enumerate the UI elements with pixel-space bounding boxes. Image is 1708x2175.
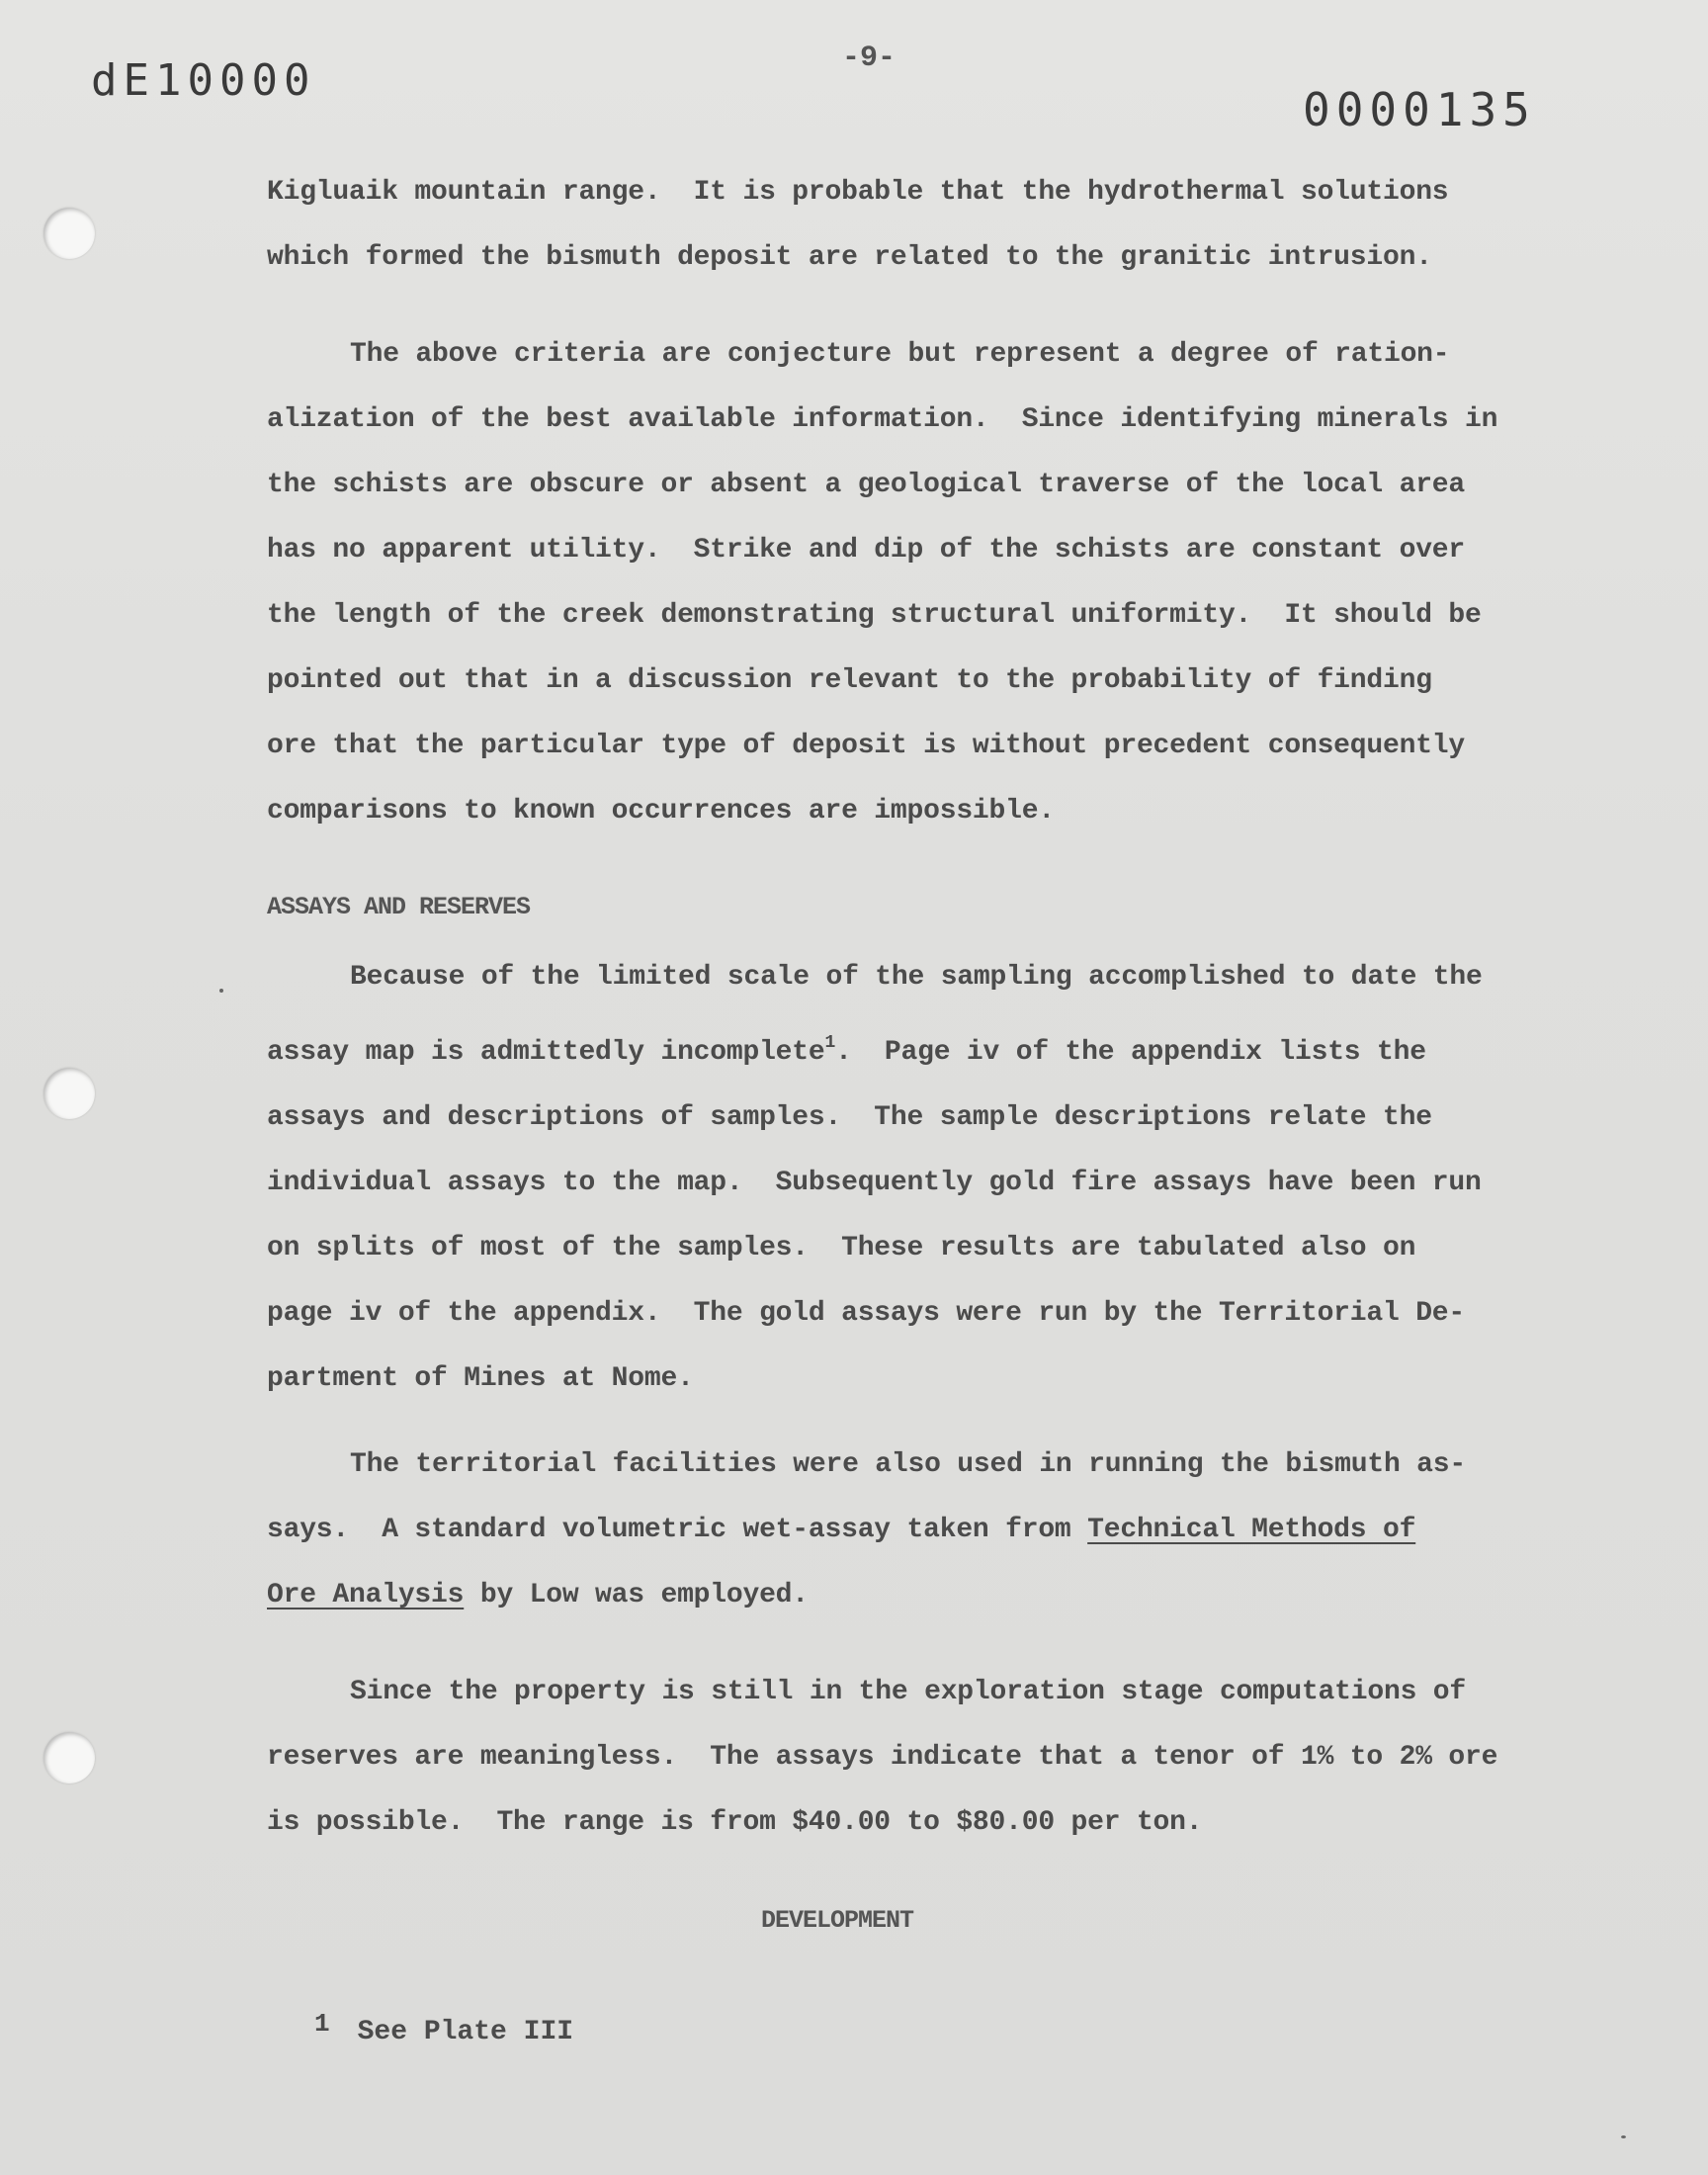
text-line: which formed the bismuth deposit are related to the granitic intrusion. (267, 242, 1432, 273)
text-segment: . Page iv of the appendix lists the (835, 1037, 1426, 1068)
text-line (267, 1498, 1522, 1563)
paragraph-5 (267, 1660, 1522, 1856)
scan-speck (219, 989, 223, 993)
text-line (267, 1010, 1522, 1086)
text-line: assays and descriptions of samples. The sample descriptions relate the (267, 1102, 1432, 1133)
text-line: The above criteria are conjecture but represent a degree of ration- (350, 339, 1450, 370)
text-line: is possible. The range is from $40.00 to $80.00 per ton. (267, 1807, 1203, 1838)
text-line: Since the property is still in the exploration stage computations of (350, 1677, 1466, 1707)
binder-hole-middle (43, 1068, 95, 1119)
document-id-stamp: dE10000 (91, 55, 316, 106)
text-segment: assay map is admittedly incomplete (267, 1037, 825, 1068)
text-line: partment of Mines at Nome. (267, 1363, 694, 1394)
binder-hole-bottom (43, 1732, 95, 1784)
paragraph-1 (267, 160, 1522, 291)
text-line: comparisons to known occurrences are impossible. (267, 796, 1055, 826)
paragraph-3 (267, 945, 1522, 1412)
text-line: pointed out that in a discussion relevant to the probability of finding (267, 665, 1432, 696)
text-line: the length of the creek demonstrating structural uniformity. It should be (267, 600, 1482, 631)
text-line: Kigluaik mountain range. It is probable that the hydrothermal solutions (267, 177, 1449, 208)
binder-hole-top (43, 208, 95, 259)
text-line: alization of the best available information. Since identifying minerals in (267, 404, 1498, 435)
book-title-part-2: Ore Analysis (267, 1580, 465, 1610)
text-line: page iv of the appendix. The gold assays were run by the Territorial De- (267, 1298, 1465, 1329)
page-sequence-stamp: 0000135 (1303, 83, 1536, 136)
footnote-mark: 1 (314, 2009, 330, 2039)
text-line: the schists are obscure or absent a geological traverse of the local area (267, 470, 1465, 500)
footnote-reference: 1 (824, 1033, 836, 1053)
text-line (267, 1563, 1522, 1628)
text-line: Because of the limited scale of the sampling accomplished to date the (350, 962, 1483, 993)
text-segment: says. A standard volumetric wet-assay taken from (267, 1515, 1088, 1545)
book-title-part-1: Technical Methods of (1087, 1515, 1416, 1545)
paragraph-2 (267, 322, 1522, 844)
text-line: ore that the particular type of deposit is without precedent consequently (267, 731, 1465, 761)
text-line: reserves are meaningless. The assays indicate that a tenor of 1% to 2% ore (267, 1742, 1498, 1773)
paragraph-4 (267, 1433, 1522, 1628)
scan-speck (1621, 2135, 1626, 2138)
text-line: on splits of most of the samples. These results are tabulated also on (267, 1233, 1416, 1263)
text-line: individual assays to the map. Subsequently gold fire assays have been run (267, 1168, 1482, 1198)
footnote-text: See Plate III (357, 2017, 574, 2047)
text-line: has no apparent utility. Strike and dip of the schists are constant over (267, 535, 1465, 566)
text-segment: by Low was employed. (464, 1580, 809, 1610)
section-heading-assays: ASSAYS AND RESERVES (267, 893, 531, 921)
text-line: The territorial facilities were also used in running the bismuth as- (350, 1449, 1466, 1480)
page-number: -9- (842, 42, 897, 75)
footnote (314, 2009, 574, 2047)
section-heading-development: DEVELOPMENT (761, 1906, 914, 1935)
